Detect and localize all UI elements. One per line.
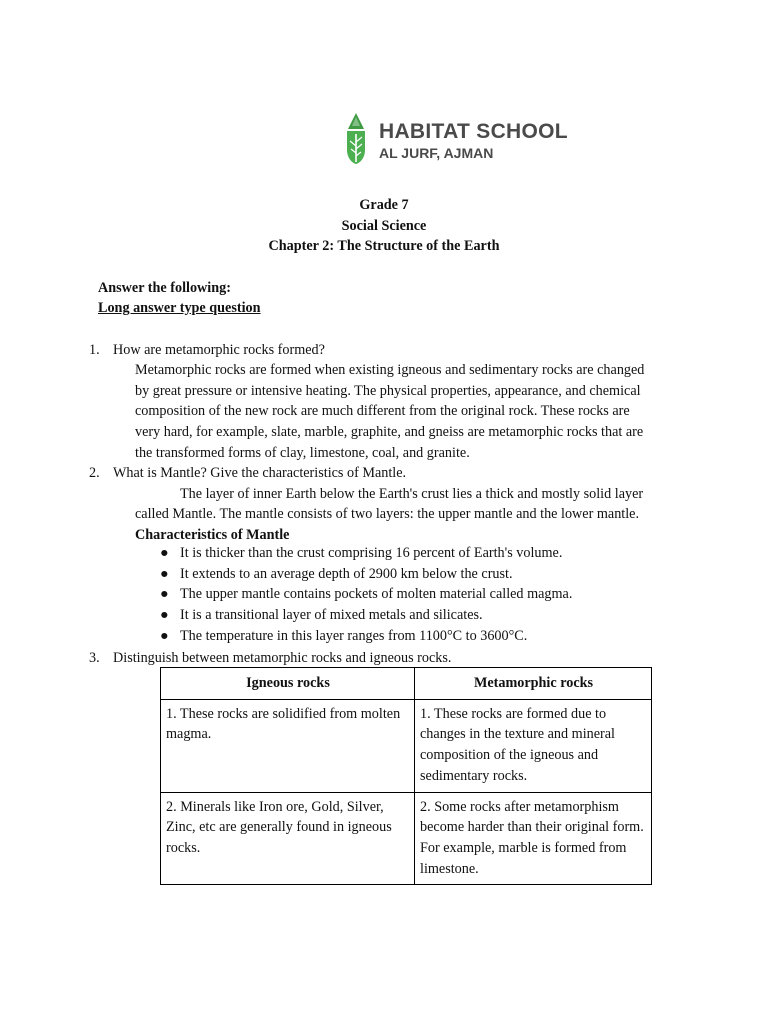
characteristics-heading: Characteristics of Mantle [135,527,290,543]
bullet-icon: ● [160,627,169,644]
bullet-icon: ● [160,586,169,603]
table-row [161,792,652,885]
section-heading: Long answer type question [98,300,261,316]
list-item: ● It is thicker than the crust comprising 16 percent of Earth's volume. [160,543,572,564]
table-cell: 2. Some rocks after metamorphism become harder than their original form. For example, marble is formed from limestone. [415,792,652,885]
table-header-metamorphic: Metamorphic rocks [415,668,652,700]
q1-answer-line: the transformed forms of clay, limestone, coal, and granite. [135,445,470,461]
school-logo [343,112,568,166]
bullet-icon: ● [160,565,169,582]
q2-number: 2. [89,465,100,481]
school-location: AL JURF, AJMAN [379,145,494,161]
table-header-row [161,668,652,700]
q1-number: 1. [89,342,100,358]
bullet-icon: ● [160,607,169,624]
table-cell: 1. These rocks are solidified from molten magma. [161,699,415,792]
q1-question: How are metamorphic rocks formed? [113,342,325,358]
school-name: HABITAT SCHOOL [379,120,568,143]
q1-answer-line: very hard, for example, slate, marble, graphite, and gneiss are metamorphic rocks that are [135,424,644,440]
table-cell: 1. These rocks are formed due to changes in the texture and mineral composition of the igneous and sedimentary rocks. [415,699,652,792]
chapter-title: Chapter 2: The Structure of the Earth [268,238,500,254]
q3-number: 3. [89,650,100,666]
subject-title: Social Science [341,218,427,234]
q2-answer-line: The layer of inner Earth below the Earth's crust lies a thick and mostly solid layer [180,486,644,502]
characteristics-list [160,543,572,646]
comparison-table [160,667,652,885]
table-cell: 2. Minerals like Iron ore, Gold, Silver, Zinc, etc are generally found in igneous rocks. [161,792,415,885]
q1-answer-line: Metamorphic rocks are formed when existing igneous and sedimentary rocks are changed [135,362,645,378]
list-item: ● The upper mantle contains pockets of molten material called magma. [160,584,572,605]
bullet-icon: ● [160,545,169,561]
q2-question: What is Mantle? Give the characteristics of Mantle. [113,465,407,481]
q3-question: Distinguish between metamorphic rocks and igneous rocks. [113,650,452,666]
list-item: ● It extends to an average depth of 2900 km below the crust. [160,564,572,585]
q1-answer-line: composition of the new rock are much different from the original rock. These rocks are [135,403,630,419]
grade-title: Grade 7 [359,197,409,213]
list-item: ● It is a transitional layer of mixed metals and silicates. [160,605,572,626]
q2-answer-line: called Mantle. The mantle consists of two layers: the upper mantle and the lower mantle. [135,506,640,522]
table-header-igneous: Igneous rocks [161,668,415,700]
instructions-title: Answer the following: [98,280,231,296]
q1-answer-line: by great pressure or intensive heating. The physical properties, appearance, and chemical [135,383,641,399]
pencil-leaf-logo-icon [343,112,377,166]
table-row [161,699,652,792]
list-item: ● The temperature in this layer ranges from 1100°C to 3600°C. [160,626,572,647]
